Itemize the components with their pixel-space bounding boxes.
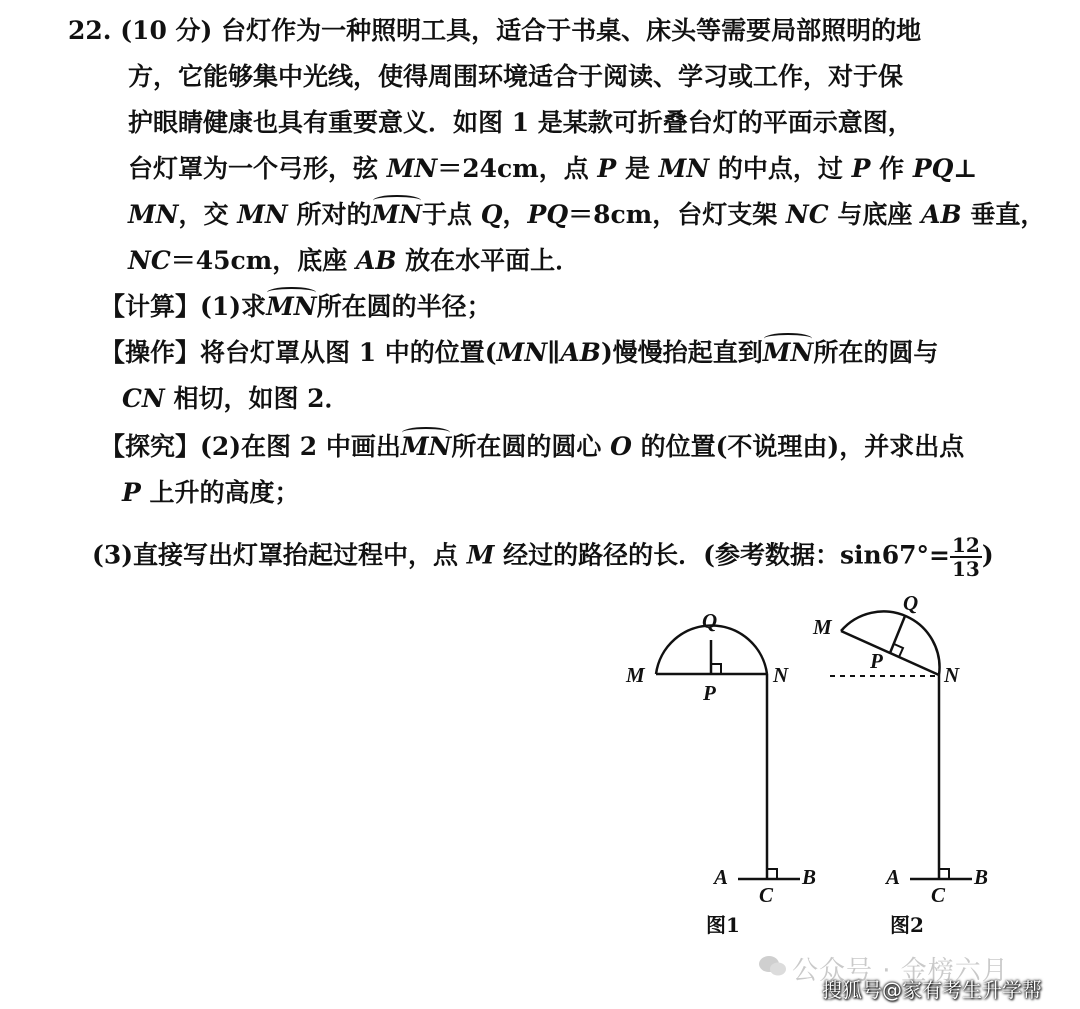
fig2-label-a: A — [886, 865, 901, 889]
arc-mn: MN — [372, 198, 423, 232]
watermark-line-1: 公众号 · 金榜六月 — [792, 956, 1009, 986]
fig1-label-c: C — [759, 883, 774, 907]
problem-line-4: 台灯罩为一个弓形，弦 MN＝24cm，点 P 是 MN 的中点，过 P 作 PQ⊥ — [128, 154, 978, 183]
fig2-label-n: N — [944, 663, 960, 687]
fig1-caption: 图1 — [706, 913, 740, 937]
explore-line-2: P 上升的高度； — [122, 478, 300, 507]
fig2-label-p: P — [870, 649, 883, 673]
arc-mn: MN — [763, 336, 814, 370]
fig1-label-b: B — [802, 865, 817, 889]
fig2-label-q: Q — [903, 591, 919, 615]
fig2-label-c: C — [931, 883, 946, 907]
explore-line-1: 【探究】(2)在图 2 中画出MN所在圆的圆心 O 的位置(不说理由)，并求出点 — [100, 430, 964, 464]
fig2-caption: 图2 — [890, 913, 924, 937]
figure-2 — [830, 611, 972, 879]
fig1-label-n: N — [773, 663, 789, 687]
operation-line-1: 【操作】将台灯罩从图 1 中的位置(MN∥AB)慢慢抬起直到MN所在的圆与 — [100, 336, 938, 370]
problem-line-1: 22. (10 分) 台灯作为一种照明工具，适合于书桌、床头等需要局部照明的地 — [68, 16, 922, 45]
calc-question: 【计算】(1)求MN所在圆的半径； — [100, 290, 492, 324]
fig2-label-b: B — [974, 865, 989, 889]
problem-line-2: 方，它能够集中光线，使得周围环境适合于阅读、学习或工作，对于保 — [128, 62, 904, 91]
arc-mn: MN — [266, 290, 317, 324]
problem-line-5: MN，交 MN 所对的MN于点 Q，PQ＝8cm，台灯支架 NC 与底座 AB 垂直， — [128, 198, 1045, 232]
problem-line-3: 护眼睛健康也具有重要意义．如图 1 是某款可折叠台灯的平面示意图， — [128, 108, 913, 137]
fig1-label-q: Q — [702, 609, 718, 633]
fraction: $\frac{12}{13}$ — [951, 533, 980, 581]
fig1-right-angle-mark — [711, 664, 721, 674]
fig1-base-right-angle — [767, 869, 777, 879]
wechat-icon — [758, 954, 788, 978]
watermark-line-2: 搜狐号@家有考生升学帮 — [822, 978, 1042, 1002]
fig2-lampshade-arc — [841, 611, 940, 675]
operation-line-2: CN 相切，如图 2． — [122, 384, 350, 413]
arc-mn: MN — [401, 430, 452, 464]
problem-number: 22. — [68, 16, 112, 45]
fig1-label-a: A — [714, 865, 729, 889]
fig1-label-p: P — [703, 681, 716, 705]
problem-line-6: NC＝45cm，底座 AB 放在水平面上． — [128, 246, 581, 275]
problem-score: (10 分) — [120, 16, 213, 45]
fig2-base-right-angle — [939, 869, 949, 879]
fig2-label-m: M — [813, 615, 832, 639]
question-3: (3)直接写出灯罩抬起过程中，点 M 经过的路径的长．(参考数据：sin67°= $\frac{12}{13}$ ) — [92, 533, 994, 581]
fig1-label-m: M — [626, 663, 645, 687]
